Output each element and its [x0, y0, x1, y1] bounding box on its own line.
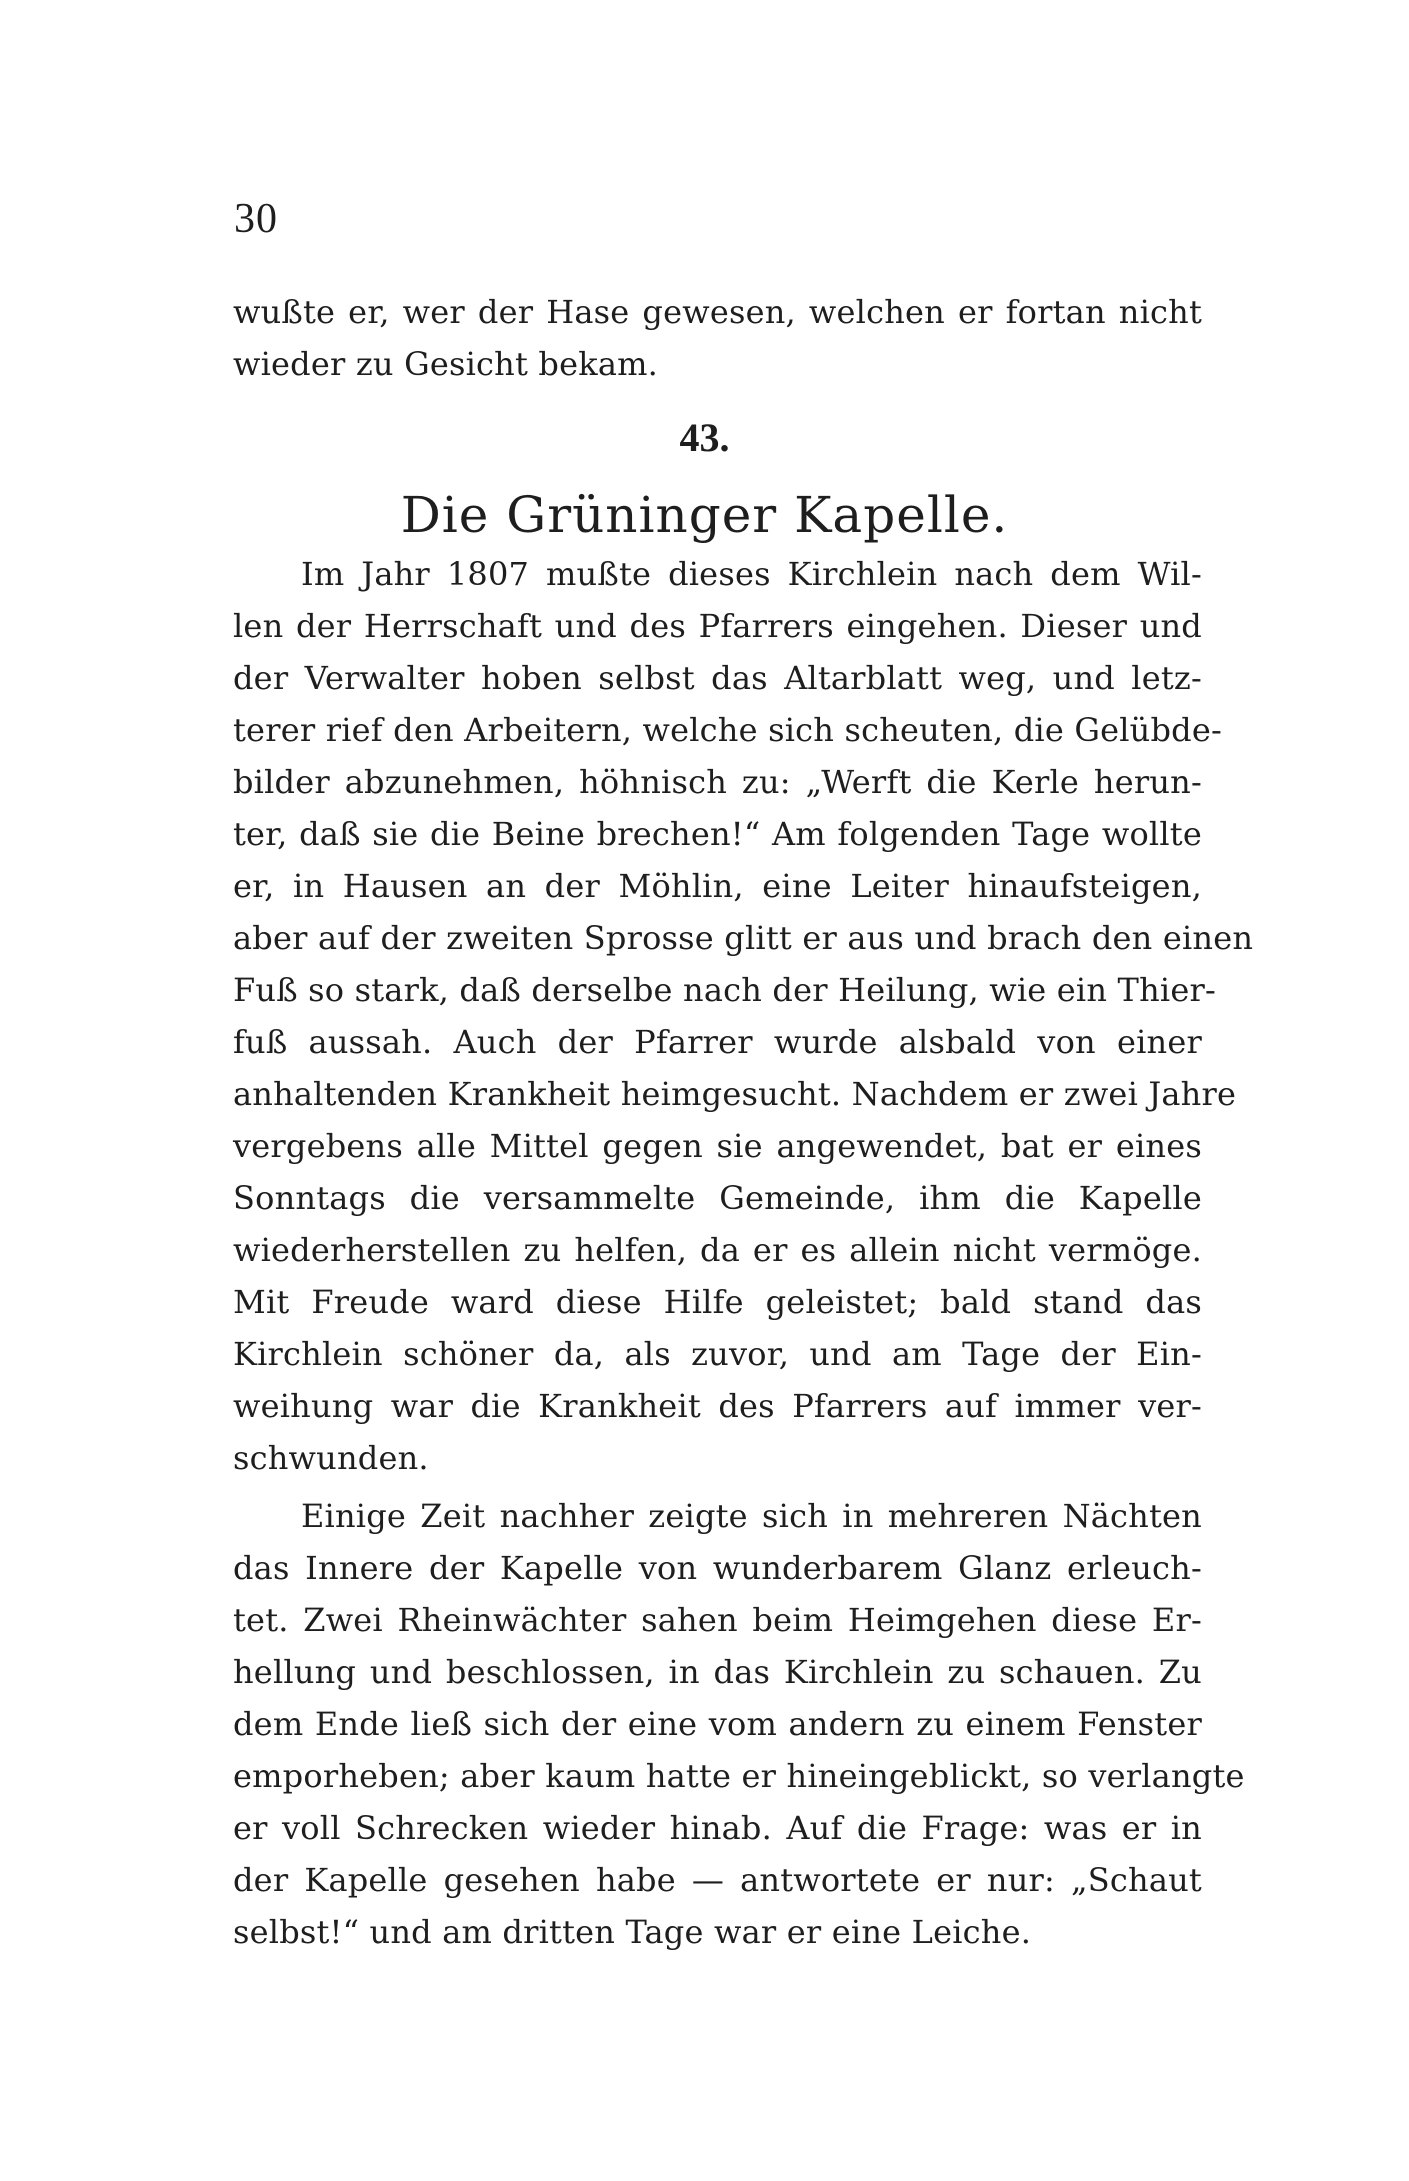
text-line: wieder zu Gesicht bekam. — [233, 345, 659, 383]
text-line: emporheben; aber kaum hatte er hineingeblickt, so verlangte — [233, 1757, 1245, 1795]
text-line: der Kapelle gesehen habe — antwortete er nur: „Schaut — [233, 1861, 1202, 1899]
text-line: vergebens alle Mittel gegen sie angewendet, bat er eines — [233, 1127, 1202, 1165]
text-line: Kirchlein schöner da, als zuvor, und am Tage der Ein- — [233, 1335, 1202, 1373]
text-line: Fuß so stark, daß derselbe nach der Heilung, wie ein Thier- — [233, 971, 1216, 1009]
text-line: Mit Freude ward diese Hilfe geleistet; bald stand das — [233, 1283, 1202, 1321]
text-line: schwunden. — [233, 1439, 429, 1477]
text-line: Im Jahr 1807 mußte dieses Kirchlein nach dem Wil- — [301, 555, 1202, 593]
text-line: tet. Zwei Rheinwächter sahen beim Heimgehen diese Er- — [233, 1601, 1202, 1639]
text-line: selbst!“ und am dritten Tage war er eine Leiche. — [233, 1913, 1032, 1951]
text-line: ter, daß sie die Beine brechen!“ Am folgenden Tage wollte — [233, 815, 1202, 853]
text-line: terer rief den Arbeitern, welche sich scheuten, die Gelübde- — [233, 711, 1222, 749]
text-line: er voll Schrecken wieder hinab. Auf die Frage: was er in — [233, 1809, 1202, 1847]
text-line: er, in Hausen an der Möhlin, eine Leiter hinaufsteigen, — [233, 867, 1202, 905]
text-line: weihung war die Krankheit des Pfarrers auf immer ver- — [233, 1387, 1202, 1425]
text-line: Sonntags die versammelte Gemeinde, ihm die Kapelle — [233, 1179, 1202, 1217]
text-line: bilder abzunehmen, höhnisch zu: „Werft die Kerle herun- — [233, 763, 1202, 801]
text-line: hellung und beschlossen, in das Kirchlein zu schauen. Zu — [233, 1653, 1202, 1691]
text-line: dem Ende ließ sich der eine vom andern zu einem Fenster — [233, 1705, 1202, 1743]
story-title: Die Grüninger Kapelle. — [400, 486, 1009, 544]
page-number: 30 — [234, 196, 278, 242]
text-line: anhaltenden Krankheit heimgesucht. Nachdem er zwei Jahre — [233, 1075, 1237, 1113]
text-line: wiederherstellen zu helfen, da er es allein nicht vermöge. — [233, 1231, 1202, 1269]
text-line: aber auf der zweiten Sprosse glitt er aus und brach den einen — [233, 919, 1254, 957]
text-line: len der Herrschaft und des Pfarrers eingehen. Dieser und — [233, 607, 1202, 645]
paragraph — [233, 1490, 1245, 1958]
continuation-text — [233, 286, 1202, 390]
text-line: fuß aussah. Auch der Pfarrer wurde alsbald von einer — [233, 1023, 1202, 1061]
text-line: das Innere der Kapelle von wunderbarem Glanz erleuch- — [233, 1549, 1202, 1587]
story-number: 43. — [679, 415, 730, 460]
paragraph — [233, 548, 1254, 1484]
text-line: wußte er, wer der Hase gewesen, welchen er fortan nicht — [233, 293, 1202, 331]
text-line: Einige Zeit nachher zeigte sich in mehreren Nächten — [301, 1497, 1202, 1535]
text-line: der Verwalter hoben selbst das Altarblatt weg, und letz- — [233, 659, 1202, 697]
